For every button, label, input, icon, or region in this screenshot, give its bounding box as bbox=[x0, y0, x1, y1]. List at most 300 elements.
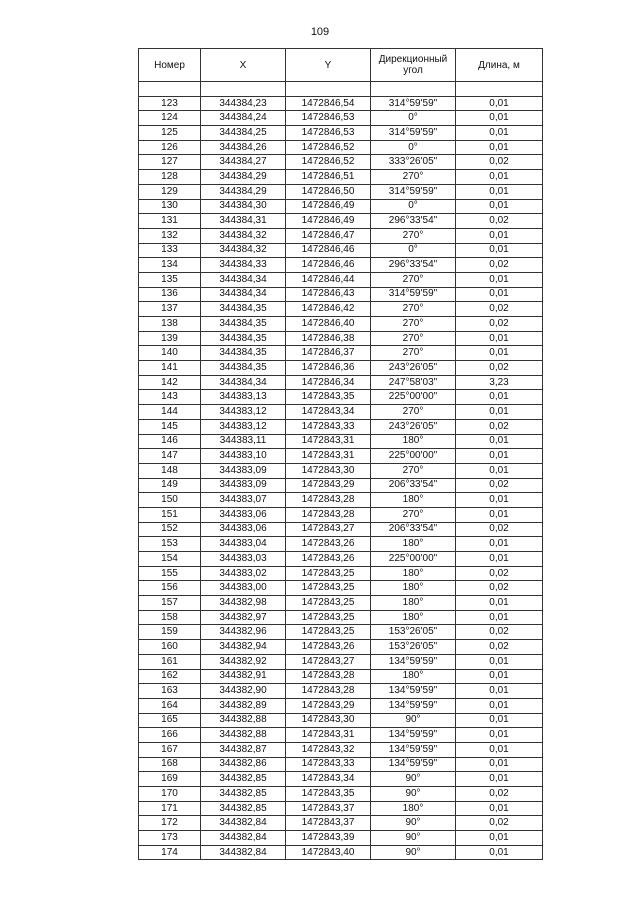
table-row bbox=[139, 96, 543, 111]
header-x: X bbox=[201, 49, 286, 82]
cell-length: 0,01 bbox=[456, 228, 543, 243]
table-row bbox=[139, 507, 543, 522]
cell-x: 344382,84 bbox=[201, 845, 286, 860]
cell-y: 1472846,47 bbox=[286, 228, 371, 243]
cell-length: 0,02 bbox=[456, 816, 543, 831]
cell-x: 344383,00 bbox=[201, 581, 286, 596]
cell-y: 1472846,34 bbox=[286, 375, 371, 390]
cell-x: 344382,85 bbox=[201, 801, 286, 816]
cell-direction-angle: 270° bbox=[371, 170, 456, 185]
cell-y: 1472843,37 bbox=[286, 816, 371, 831]
table-row bbox=[139, 126, 543, 141]
cell-y: 1472846,54 bbox=[286, 96, 371, 111]
cell-direction-angle: 180° bbox=[371, 434, 456, 449]
cell-y: 1472846,42 bbox=[286, 302, 371, 317]
cell-x: 344384,34 bbox=[201, 375, 286, 390]
cell-direction-angle: 270° bbox=[371, 346, 456, 361]
cell-direction-angle: 270° bbox=[371, 228, 456, 243]
cell-direction-angle: 134°59'59" bbox=[371, 654, 456, 669]
cell-number: 136 bbox=[139, 287, 201, 302]
cell-length: 0,02 bbox=[456, 155, 543, 170]
cell-x: 344382,88 bbox=[201, 728, 286, 743]
cell-number: 126 bbox=[139, 140, 201, 155]
table-row bbox=[139, 214, 543, 229]
cell-length: 0,01 bbox=[456, 742, 543, 757]
cell-number: 142 bbox=[139, 375, 201, 390]
cell-number: 151 bbox=[139, 507, 201, 522]
cell-direction-angle: 134°59'59" bbox=[371, 684, 456, 699]
cell-direction-angle: 247°58'03" bbox=[371, 375, 456, 390]
cell-length: 0,01 bbox=[456, 287, 543, 302]
cell-x: 344382,86 bbox=[201, 757, 286, 772]
cell-y: 1472843,25 bbox=[286, 625, 371, 640]
cell-y: 1472843,33 bbox=[286, 419, 371, 434]
table-spacer-row bbox=[139, 82, 543, 97]
cell-number: 150 bbox=[139, 493, 201, 508]
cell-direction-angle: 225°00'00" bbox=[371, 552, 456, 567]
cell-length: 0,01 bbox=[456, 449, 543, 464]
table-row bbox=[139, 742, 543, 757]
cell-direction-angle: 225°00'00" bbox=[371, 449, 456, 464]
table-row bbox=[139, 199, 543, 214]
cell-direction-angle: 0° bbox=[371, 243, 456, 258]
table-row bbox=[139, 331, 543, 346]
cell-direction-angle: 206°33'54" bbox=[371, 522, 456, 537]
cell-number: 153 bbox=[139, 537, 201, 552]
cell-length: 0,01 bbox=[456, 801, 543, 816]
cell-x: 344382,92 bbox=[201, 654, 286, 669]
cell-direction-angle: 333°26'05" bbox=[371, 155, 456, 170]
table-row bbox=[139, 287, 543, 302]
cell-length: 0,01 bbox=[456, 772, 543, 787]
cell-x: 344384,35 bbox=[201, 346, 286, 361]
cell-number: 135 bbox=[139, 272, 201, 287]
cell-y: 1472843,25 bbox=[286, 596, 371, 611]
cell-y: 1472843,30 bbox=[286, 463, 371, 478]
table-row bbox=[139, 434, 543, 449]
cell-x: 344384,35 bbox=[201, 361, 286, 376]
cell-direction-angle: 314°59'59" bbox=[371, 184, 456, 199]
table-row bbox=[139, 243, 543, 258]
cell-number: 159 bbox=[139, 625, 201, 640]
cell-number: 130 bbox=[139, 199, 201, 214]
cell-x: 344383,11 bbox=[201, 434, 286, 449]
cell-y: 1472843,28 bbox=[286, 684, 371, 699]
cell-length: 0,01 bbox=[456, 405, 543, 420]
cell-number: 174 bbox=[139, 845, 201, 860]
cell-number: 123 bbox=[139, 96, 201, 111]
cell-number: 134 bbox=[139, 258, 201, 273]
cell-number: 172 bbox=[139, 816, 201, 831]
cell-length: 0,01 bbox=[456, 728, 543, 743]
cell-x: 344383,06 bbox=[201, 522, 286, 537]
table-row bbox=[139, 801, 543, 816]
page-number: 109 bbox=[310, 26, 330, 38]
table-body bbox=[139, 82, 543, 860]
cell-direction-angle: 270° bbox=[371, 463, 456, 478]
cell-length: 0,01 bbox=[456, 537, 543, 552]
cell-number: 154 bbox=[139, 552, 201, 567]
cell-y: 1472846,36 bbox=[286, 361, 371, 376]
cell-y: 1472846,50 bbox=[286, 184, 371, 199]
cell-x: 344382,88 bbox=[201, 713, 286, 728]
cell-direction-angle: 134°59'59" bbox=[371, 757, 456, 772]
cell-x: 344383,07 bbox=[201, 493, 286, 508]
cell-y: 1472843,25 bbox=[286, 610, 371, 625]
cell-direction-angle: 270° bbox=[371, 272, 456, 287]
cell-direction-angle: 314°59'59" bbox=[371, 287, 456, 302]
cell-y: 1472843,34 bbox=[286, 405, 371, 420]
cell-number: 129 bbox=[139, 184, 201, 199]
cell-y: 1472846,52 bbox=[286, 140, 371, 155]
cell-direction-angle: 134°59'59" bbox=[371, 742, 456, 757]
cell-direction-angle: 90° bbox=[371, 772, 456, 787]
table-header-row bbox=[139, 49, 543, 82]
cell-length: 0,01 bbox=[456, 845, 543, 860]
cell-x: 344384,29 bbox=[201, 184, 286, 199]
cell-y: 1472846,49 bbox=[286, 214, 371, 229]
cell-y: 1472846,43 bbox=[286, 287, 371, 302]
cell-length: 0,01 bbox=[456, 713, 543, 728]
cell-x: 344382,94 bbox=[201, 640, 286, 655]
cell-y: 1472846,44 bbox=[286, 272, 371, 287]
cell-y: 1472846,53 bbox=[286, 111, 371, 126]
cell-number: 163 bbox=[139, 684, 201, 699]
cell-x: 344384,35 bbox=[201, 331, 286, 346]
cell-y: 1472843,40 bbox=[286, 845, 371, 860]
cell-y: 1472843,33 bbox=[286, 757, 371, 772]
cell-x: 344384,32 bbox=[201, 243, 286, 258]
cell-length: 0,02 bbox=[456, 581, 543, 596]
cell-x: 344382,89 bbox=[201, 698, 286, 713]
cell-y: 1472843,34 bbox=[286, 772, 371, 787]
cell-length: 0,01 bbox=[456, 669, 543, 684]
cell-x: 344382,84 bbox=[201, 816, 286, 831]
table-row bbox=[139, 625, 543, 640]
cell-x: 344383,09 bbox=[201, 463, 286, 478]
cell-y: 1472846,37 bbox=[286, 346, 371, 361]
cell-length: 0,01 bbox=[456, 170, 543, 185]
cell-direction-angle: 296°33'54" bbox=[371, 258, 456, 273]
cell-y: 1472843,35 bbox=[286, 390, 371, 405]
cell-direction-angle: 134°59'59" bbox=[371, 728, 456, 743]
cell-y: 1472843,28 bbox=[286, 493, 371, 508]
cell-x: 344383,12 bbox=[201, 419, 286, 434]
cell-number: 161 bbox=[139, 654, 201, 669]
cell-y: 1472843,27 bbox=[286, 522, 371, 537]
cell-length: 0,01 bbox=[456, 698, 543, 713]
cell-number: 168 bbox=[139, 757, 201, 772]
header-direction-angle: Дирекционный угол bbox=[371, 49, 456, 82]
cell-x: 344383,09 bbox=[201, 478, 286, 493]
cell-number: 138 bbox=[139, 317, 201, 332]
cell-x: 344382,90 bbox=[201, 684, 286, 699]
table-row bbox=[139, 787, 543, 802]
cell-x: 344383,10 bbox=[201, 449, 286, 464]
cell-number: 140 bbox=[139, 346, 201, 361]
cell-length: 0,01 bbox=[456, 552, 543, 567]
cell-x: 344384,24 bbox=[201, 111, 286, 126]
cell-length: 0,01 bbox=[456, 434, 543, 449]
table-row bbox=[139, 654, 543, 669]
cell-number: 160 bbox=[139, 640, 201, 655]
cell-number: 171 bbox=[139, 801, 201, 816]
cell-y: 1472843,25 bbox=[286, 581, 371, 596]
cell-number: 131 bbox=[139, 214, 201, 229]
cell-y: 1472846,53 bbox=[286, 126, 371, 141]
cell-direction-angle: 180° bbox=[371, 537, 456, 552]
cell-direction-angle: 180° bbox=[371, 493, 456, 508]
cell-number: 173 bbox=[139, 831, 201, 846]
cell-x: 344382,96 bbox=[201, 625, 286, 640]
table-row bbox=[139, 463, 543, 478]
cell-y: 1472846,38 bbox=[286, 331, 371, 346]
cell-number: 147 bbox=[139, 449, 201, 464]
cell-number: 145 bbox=[139, 419, 201, 434]
cell-length: 0,01 bbox=[456, 493, 543, 508]
cell-y: 1472843,29 bbox=[286, 478, 371, 493]
table-row bbox=[139, 698, 543, 713]
cell-length: 0,02 bbox=[456, 302, 543, 317]
cell-y: 1472846,52 bbox=[286, 155, 371, 170]
cell-direction-angle: 270° bbox=[371, 507, 456, 522]
table-row bbox=[139, 713, 543, 728]
cell-y: 1472843,31 bbox=[286, 449, 371, 464]
cell-y: 1472843,25 bbox=[286, 566, 371, 581]
cell-direction-angle: 270° bbox=[371, 405, 456, 420]
table-row bbox=[139, 419, 543, 434]
cell-x: 344382,84 bbox=[201, 831, 286, 846]
table-row bbox=[139, 155, 543, 170]
cell-length: 0,02 bbox=[456, 258, 543, 273]
cell-length: 0,02 bbox=[456, 566, 543, 581]
cell-x: 344383,04 bbox=[201, 537, 286, 552]
table-row bbox=[139, 449, 543, 464]
table-row bbox=[139, 184, 543, 199]
cell-number: 157 bbox=[139, 596, 201, 611]
cell-x: 344384,25 bbox=[201, 126, 286, 141]
table-row bbox=[139, 272, 543, 287]
table-row bbox=[139, 111, 543, 126]
cell-x: 344384,35 bbox=[201, 317, 286, 332]
cell-x: 344382,91 bbox=[201, 669, 286, 684]
cell-direction-angle: 153°26'05" bbox=[371, 640, 456, 655]
cell-direction-angle: 180° bbox=[371, 669, 456, 684]
cell-number: 127 bbox=[139, 155, 201, 170]
cell-y: 1472843,32 bbox=[286, 742, 371, 757]
cell-number: 139 bbox=[139, 331, 201, 346]
cell-number: 165 bbox=[139, 713, 201, 728]
cell-length: 0,02 bbox=[456, 317, 543, 332]
cell-x: 344384,34 bbox=[201, 272, 286, 287]
cell-direction-angle: 180° bbox=[371, 581, 456, 596]
cell-y: 1472843,37 bbox=[286, 801, 371, 816]
cell-x: 344383,13 bbox=[201, 390, 286, 405]
cell-direction-angle: 0° bbox=[371, 111, 456, 126]
table-row bbox=[139, 669, 543, 684]
cell-length: 0,01 bbox=[456, 199, 543, 214]
header-number: Номер bbox=[139, 49, 201, 82]
cell-number: 170 bbox=[139, 787, 201, 802]
cell-direction-angle: 270° bbox=[371, 331, 456, 346]
cell-number: 148 bbox=[139, 463, 201, 478]
cell-y: 1472846,40 bbox=[286, 317, 371, 332]
cell-length: 0,02 bbox=[456, 214, 543, 229]
cell-length: 0,02 bbox=[456, 419, 543, 434]
cell-y: 1472846,49 bbox=[286, 199, 371, 214]
cell-length: 0,01 bbox=[456, 684, 543, 699]
table-row bbox=[139, 302, 543, 317]
cell-length: 0,01 bbox=[456, 96, 543, 111]
cell-y: 1472843,30 bbox=[286, 713, 371, 728]
cell-direction-angle: 134°59'59" bbox=[371, 698, 456, 713]
cell-number: 125 bbox=[139, 126, 201, 141]
cell-length: 0,01 bbox=[456, 140, 543, 155]
table-row bbox=[139, 361, 543, 376]
cell-length: 0,01 bbox=[456, 654, 543, 669]
cell-direction-angle: 153°26'05" bbox=[371, 625, 456, 640]
cell-direction-angle: 314°59'59" bbox=[371, 96, 456, 111]
cell-y: 1472843,28 bbox=[286, 669, 371, 684]
table-row bbox=[139, 493, 543, 508]
cell-length: 0,01 bbox=[456, 184, 543, 199]
cell-x: 344382,87 bbox=[201, 742, 286, 757]
cell-number: 164 bbox=[139, 698, 201, 713]
cell-number: 162 bbox=[139, 669, 201, 684]
cell-length: 0,02 bbox=[456, 478, 543, 493]
header-length: Длина, м bbox=[456, 49, 543, 82]
table-row bbox=[139, 170, 543, 185]
cell-number: 132 bbox=[139, 228, 201, 243]
table-row bbox=[139, 566, 543, 581]
cell-x: 344384,33 bbox=[201, 258, 286, 273]
cell-direction-angle: 0° bbox=[371, 140, 456, 155]
table-row bbox=[139, 346, 543, 361]
cell-direction-angle: 314°59'59" bbox=[371, 126, 456, 141]
cell-direction-angle: 90° bbox=[371, 713, 456, 728]
table-row bbox=[139, 317, 543, 332]
table-row bbox=[139, 375, 543, 390]
cell-x: 344384,29 bbox=[201, 170, 286, 185]
cell-number: 137 bbox=[139, 302, 201, 317]
table-row bbox=[139, 640, 543, 655]
table-row bbox=[139, 728, 543, 743]
cell-number: 124 bbox=[139, 111, 201, 126]
cell-y: 1472846,51 bbox=[286, 170, 371, 185]
cell-number: 149 bbox=[139, 478, 201, 493]
cell-y: 1472843,27 bbox=[286, 654, 371, 669]
cell-x: 344382,85 bbox=[201, 787, 286, 802]
cell-x: 344383,02 bbox=[201, 566, 286, 581]
table-row bbox=[139, 537, 543, 552]
cell-number: 128 bbox=[139, 170, 201, 185]
cell-direction-angle: 270° bbox=[371, 317, 456, 332]
cell-number: 158 bbox=[139, 610, 201, 625]
cell-y: 1472846,46 bbox=[286, 243, 371, 258]
cell-y: 1472843,26 bbox=[286, 552, 371, 567]
cell-length: 0,01 bbox=[456, 463, 543, 478]
cell-direction-angle: 243°26'05" bbox=[371, 361, 456, 376]
cell-length: 0,01 bbox=[456, 390, 543, 405]
cell-length: 0,01 bbox=[456, 610, 543, 625]
cell-x: 344384,34 bbox=[201, 287, 286, 302]
cell-direction-angle: 90° bbox=[371, 831, 456, 846]
cell-length: 0,02 bbox=[456, 361, 543, 376]
table-row bbox=[139, 757, 543, 772]
cell-number: 146 bbox=[139, 434, 201, 449]
cell-direction-angle: 296°33'54" bbox=[371, 214, 456, 229]
table-row bbox=[139, 684, 543, 699]
cell-y: 1472843,29 bbox=[286, 698, 371, 713]
cell-x: 344383,12 bbox=[201, 405, 286, 420]
cell-x: 344382,98 bbox=[201, 596, 286, 611]
cell-y: 1472843,26 bbox=[286, 640, 371, 655]
cell-x: 344384,31 bbox=[201, 214, 286, 229]
cell-x: 344382,97 bbox=[201, 610, 286, 625]
cell-number: 133 bbox=[139, 243, 201, 258]
cell-length: 0,01 bbox=[456, 507, 543, 522]
cell-x: 344384,27 bbox=[201, 155, 286, 170]
cell-direction-angle: 180° bbox=[371, 801, 456, 816]
cell-y: 1472843,28 bbox=[286, 507, 371, 522]
table-row bbox=[139, 140, 543, 155]
cell-y: 1472843,35 bbox=[286, 787, 371, 802]
cell-number: 156 bbox=[139, 581, 201, 596]
cell-number: 169 bbox=[139, 772, 201, 787]
table-row bbox=[139, 845, 543, 860]
cell-length: 0,02 bbox=[456, 787, 543, 802]
cell-length: 0,01 bbox=[456, 757, 543, 772]
table-row bbox=[139, 522, 543, 537]
cell-length: 0,01 bbox=[456, 126, 543, 141]
cell-direction-angle: 0° bbox=[371, 199, 456, 214]
cell-y: 1472843,31 bbox=[286, 728, 371, 743]
table-row bbox=[139, 581, 543, 596]
cell-y: 1472843,39 bbox=[286, 831, 371, 846]
cell-direction-angle: 90° bbox=[371, 845, 456, 860]
cell-length: 0,01 bbox=[456, 272, 543, 287]
table-row bbox=[139, 390, 543, 405]
cell-number: 167 bbox=[139, 742, 201, 757]
cell-length: 0,01 bbox=[456, 831, 543, 846]
cell-x: 344384,30 bbox=[201, 199, 286, 214]
cell-length: 0,01 bbox=[456, 596, 543, 611]
cell-length: 3,23 bbox=[456, 375, 543, 390]
cell-direction-angle: 225°00'00" bbox=[371, 390, 456, 405]
cell-x: 344383,03 bbox=[201, 552, 286, 567]
cell-length: 0,02 bbox=[456, 640, 543, 655]
table-row bbox=[139, 258, 543, 273]
cell-length: 0,01 bbox=[456, 243, 543, 258]
cell-x: 344384,35 bbox=[201, 302, 286, 317]
table-row bbox=[139, 596, 543, 611]
cell-x: 344384,32 bbox=[201, 228, 286, 243]
cell-length: 0,02 bbox=[456, 522, 543, 537]
cell-direction-angle: 206°33'54" bbox=[371, 478, 456, 493]
cell-number: 155 bbox=[139, 566, 201, 581]
cell-direction-angle: 90° bbox=[371, 787, 456, 802]
cell-y: 1472843,26 bbox=[286, 537, 371, 552]
cell-x: 344384,23 bbox=[201, 96, 286, 111]
cell-number: 141 bbox=[139, 361, 201, 376]
cell-number: 166 bbox=[139, 728, 201, 743]
table-row bbox=[139, 831, 543, 846]
cell-y: 1472843,31 bbox=[286, 434, 371, 449]
cell-number: 143 bbox=[139, 390, 201, 405]
cell-direction-angle: 243°26'05" bbox=[371, 419, 456, 434]
cell-direction-angle: 180° bbox=[371, 610, 456, 625]
cell-length: 0,01 bbox=[456, 346, 543, 361]
